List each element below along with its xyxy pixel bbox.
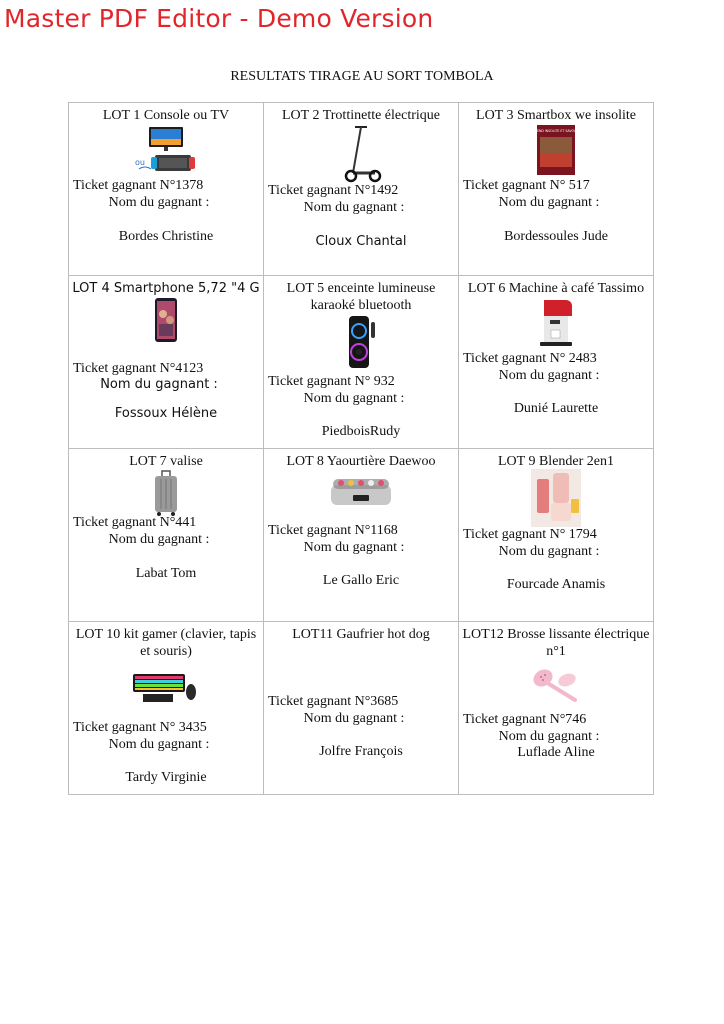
winner-name: Fossoux Hélène [114,406,218,421]
ticket-number: Ticket gagnant N° 1794 [463,527,597,542]
console-tv-icon [133,125,199,175]
hair-brush-icon [529,666,583,704]
lot-cell [459,449,654,622]
lot-title: LOT 2 Trottinette électrique [282,108,440,123]
table-row [69,449,654,622]
document-title: RESULTATS TIRAGE AU SORT TOMBOLA [230,69,494,84]
winner-name: Bordes Christine [118,229,214,244]
winner-label: Nom du gagnant : [303,200,405,215]
smartphone-icon [155,298,177,342]
ticket-number: Ticket gagnant N°4123 [73,361,204,376]
table-row [69,103,654,276]
smartbox-box-text: WEEK-END INSOLITE ET SAVOUREUX [526,129,586,133]
smartbox-icon [526,125,586,175]
lot-title: LOT 6 Machine à café Tassimo [467,281,645,296]
lot-cell [264,103,459,276]
lot-cell [69,103,264,276]
lot-cell [69,276,264,449]
lot-cell [459,103,654,276]
lot-title: LOT 3 Smartbox we insolite [476,108,636,123]
lot-title: LOT 8 Yaourtière Daewoo [286,454,436,469]
svg-text:ou: ou [135,158,145,167]
winner-label: Nom du gagnant : [108,532,210,547]
winner-label: Nom du gagnant : [100,377,218,392]
suitcase-icon [153,471,179,517]
lot-title: LOT 7 valise [129,454,203,469]
speaker-icon [343,314,379,370]
lot-title: LOT 1 Console ou TV [102,108,230,123]
ticket-number: Ticket gagnant N° 517 [463,178,590,193]
ticket-number: Ticket gagnant N°1492 [268,183,399,198]
ticket-number: Ticket gagnant N°1168 [268,523,398,538]
table-row [69,276,654,449]
ticket-number: Ticket gagnant N° 2483 [463,351,597,366]
winner-label: Nom du gagnant : [108,737,210,752]
ticket-number: Ticket gagnant N°746 [463,712,587,727]
winner-name: PiedboisRudy [321,424,401,439]
lot-title: LOT12 Brosse lissante électrique n°1 [462,627,650,659]
lot-title: LOT 9 Blender 2en1 [498,454,614,469]
lot-cell [459,276,654,449]
ticket-number: Ticket gagnant N° 3435 [73,720,207,735]
winner-name: Jolfre François [319,744,403,759]
lot-title: LOT 10 kit gamer (clavier, tapis et souris) [75,627,257,659]
scooter-icon [341,125,381,183]
blender-icon [531,469,581,527]
ticket-number: Ticket gagnant N°3685 [268,694,399,709]
ticket-number: Ticket gagnant N° 932 [268,374,395,389]
winner-name: Le Gallo Eric [322,573,400,588]
lot-cell [264,622,459,795]
winner-name: Labat Tom [135,566,197,581]
lot-title: LOT 4 Smartphone 5,72 "4 G [72,281,260,296]
winner-label: Nom du gagnant : [108,195,210,210]
demo-watermark: Master PDF Editor - Demo Version [4,4,434,33]
gamer-kit-icon [133,670,199,704]
lot-cell [69,449,264,622]
winner-label: Nom du gagnant : [498,729,600,744]
winner-name: Tardy Virginie [125,770,207,785]
winner-label: Nom du gagnant : [303,391,405,406]
winner-label: Nom du gagnant : [498,195,600,210]
winner-label: Nom du gagnant : [303,540,405,555]
coffee-machine-icon [536,298,576,346]
lot-title: LOT 5 enceinte lumineuse karaoké bluetooth [286,281,436,313]
winner-name: Dunié Laurette [513,401,599,416]
lot-cell [264,276,459,449]
winner-name: Fourcade Anamis [506,577,606,592]
lot-cell [69,622,264,795]
lot-cell [264,449,459,622]
lot-cell [459,622,654,795]
ticket-number: Ticket gagnant N°1378 [73,178,204,193]
yogurt-maker-icon [329,473,393,509]
lot-title: LOT11 Gaufrier hot dog [292,627,430,642]
winner-name: Luflade Aline [517,745,595,760]
ticket-number: Ticket gagnant N°441 [73,515,197,530]
table-row [69,622,654,795]
winner-label: Nom du gagnant : [498,368,600,383]
winner-name: Bordessoules Jude [504,229,608,244]
winner-name: Cloux Chantal [315,234,407,249]
winner-label: Nom du gagnant : [498,544,600,559]
lots-table [68,102,654,795]
winner-label: Nom du gagnant : [303,711,405,726]
